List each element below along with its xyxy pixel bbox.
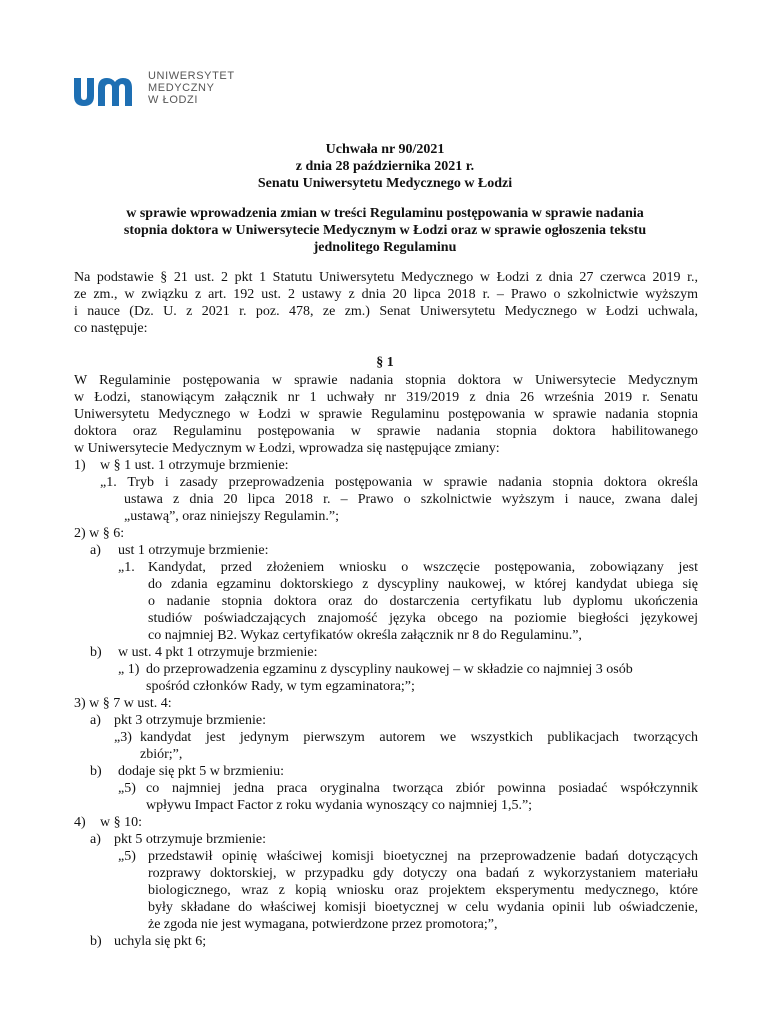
- text-span: uchyla się pkt 6;: [114, 934, 207, 949]
- subject-line: stopnia doktora w Uniwersytecie Medycznym w Łodzi oraz w sprawie ogłoszenia tekstu: [123, 223, 647, 238]
- text-span: 3) w § 7 w ust. 4:: [74, 696, 172, 711]
- quote-line: [74, 576, 698, 593]
- preamble-line: i nauce (Dz. U. z 2021 r. poz. 478, ze zm.) Senat Uniwersytetu Medycznego w Łodzi uchwala,: [74, 304, 698, 319]
- text-span: spośród członków Rady, w tym egzaminatora;”;: [146, 679, 415, 694]
- text-span: były składane do właściwej komisji bioetycznej w celu wydania opinii lub oświadczenie,: [148, 900, 698, 915]
- text-span: ust 1 otrzymuje brzmienie:: [118, 543, 269, 558]
- quote-line: [74, 797, 698, 814]
- text-span: biologicznego, wraz z kopią wniosku oraz projektem eksperymentu medycznego, które: [148, 883, 698, 898]
- text-span: przedstawił opinię właściwej komisji bioetycznej na przeprowadzenie badań dotyczących: [148, 849, 698, 864]
- section-mark: § 1: [376, 355, 394, 370]
- text-span: ustawa z dnia 20 lipca 2018 r. – Prawo o szkolnictwie wyższym i nauce, zwana dalej: [124, 492, 698, 507]
- text-span: b): [90, 645, 102, 660]
- quote-line: [74, 593, 698, 610]
- text-span: do zdania egzaminu doktorskiego z dyscypliny naukowej, w której kandydat ubiega się: [148, 577, 698, 592]
- sub-item: [74, 933, 698, 950]
- sub-item: [74, 831, 698, 848]
- text-span: 2) w § 6:: [74, 526, 125, 541]
- text-span: dodaje się pkt 5 w brzmieniu:: [118, 764, 285, 779]
- text-span: b): [90, 764, 102, 779]
- text-span: „ 1): [118, 662, 140, 677]
- resolution-heading: [0, 141, 770, 192]
- list-item: [74, 814, 698, 831]
- subject-line: jednolitego Regulaminu: [313, 240, 457, 255]
- text-span: Kandydat, przed złożeniem wniosku o wszczęcie postępowania, zobowiązany jest: [148, 560, 698, 575]
- text-span: „5): [118, 849, 136, 864]
- text-span: pkt 3 otrzymuje brzmienie:: [114, 713, 267, 728]
- text-span: studiów poświadczających znajomość języka obcego na poziomie biegłości językowej: [148, 611, 698, 626]
- sub-item: [74, 644, 698, 661]
- text-span: b): [90, 934, 102, 949]
- quote-line: [74, 899, 698, 916]
- quote-line: [74, 882, 698, 899]
- text-span: „5): [118, 781, 136, 796]
- intro-line: W Regulaminie postępowania w sprawie nadania stopnia doktora w Uniwersytecie Medycznym: [74, 373, 698, 388]
- list-item: [74, 695, 698, 712]
- text-span: 4): [74, 815, 86, 830]
- text-span: kandydat jest jedynym pierwszym autorem we wszystkich publikacjach tworzących: [140, 730, 698, 745]
- preamble: [74, 269, 698, 337]
- text-span: w Uniwersytecie Medycznym w Łodzi, wprowadza się następujące zmiany:: [74, 441, 500, 456]
- list-item: [74, 525, 698, 542]
- text-span: że zgoda nie jest wymagana, potwierdzone przez promotora;”,: [148, 917, 498, 932]
- quote-line: [74, 610, 698, 627]
- intro-line: doktora oraz Regulaminu postępowania w sprawie nadania stopnia doktora habilitowanego: [74, 424, 698, 439]
- quote-line: [74, 661, 698, 678]
- sub-item: [74, 542, 698, 559]
- logo-line-1: UNIWERSYTET: [148, 70, 235, 82]
- logo-line-2: MEDYCZNY: [148, 82, 215, 94]
- intro-line: w Łodzi, stanowiącym załącznik nr 1 uchwały nr 319/2019 z dnia 26 września 2019 r. Senatu: [74, 390, 698, 405]
- preamble-line: Na podstawie § 21 ust. 2 pkt 1 Statutu Uniwersytetu Medycznego w Łodzi z dnia 27 czerwca 2019 r.,: [74, 270, 698, 285]
- quote-line: [74, 729, 698, 746]
- quote-line: [74, 865, 698, 882]
- preamble-line: ze zm., w związku z art. 192 ust. 2 ustawy z dnia 20 lipca 2018 r. – Prawo o szkolnictwie wyższym: [74, 287, 698, 302]
- logo-line-3: W ŁODZI: [148, 94, 199, 106]
- resolution-subject: [70, 205, 700, 256]
- sub-item: [74, 763, 698, 780]
- text-span: w ust. 4 pkt 1 otrzymuje brzmienie:: [118, 645, 318, 660]
- quote-line: [74, 780, 698, 797]
- text-span: „1. Tryb i zasady przeprowadzenia postępowania w sprawie nadania stopnia doktora określa: [100, 475, 698, 490]
- resolution-number: Uchwała nr 90/2021: [325, 142, 445, 157]
- item-number: 1): [74, 458, 86, 473]
- text-span: wpływu Impact Factor z roku wydania wynoszący co najmniej 1,5.”;: [146, 798, 533, 813]
- quote-line: [74, 559, 698, 576]
- text-span: „ustawą”, oraz niniejszy Regulamin.”;: [124, 509, 339, 524]
- text-span: do przeprowadzenia egzaminu z dyscypliny naukowej – w składzie co najmniej 3 osób: [146, 662, 633, 677]
- subject-line: w sprawie wprowadzenia zmian w treści Regulaminu postępowania w sprawie nadania: [126, 206, 644, 221]
- list-item: [74, 457, 698, 474]
- text-span: co najmniej B2. Wykaz certyfikatów określa załącznik nr 8 do Regulaminu.”,: [148, 628, 582, 643]
- logo-wordmark: [148, 70, 235, 106]
- quote-line: [74, 474, 698, 491]
- resolution-issuer: Senatu Uniwersytetu Medycznego w Łodzi: [257, 176, 513, 191]
- text-span: a): [90, 832, 101, 847]
- university-logo: [72, 70, 136, 110]
- intro-line: Uniwersytetu Medycznego w Łodzi w sprawie Regulaminu postępowania w sprawie nadania stopnia: [74, 407, 698, 422]
- resolution-date: z dnia 28 października 2021 r.: [295, 159, 475, 174]
- item-text: w § 1 ust. 1 otrzymuje brzmienie:: [100, 458, 289, 473]
- quote-line: [74, 627, 698, 644]
- text-span: o nadanie stopnia doktora oraz do dostarczenia certyfikatu lub dyplomu ukończenia: [148, 594, 698, 609]
- text-span: a): [90, 543, 101, 558]
- intro-line: [74, 440, 698, 457]
- text-span: w § 10:: [100, 815, 142, 830]
- preamble-line: co następuje:: [74, 321, 148, 336]
- quote-line: [74, 678, 698, 695]
- text-span: zbiór;”,: [140, 747, 183, 762]
- quote-line: [74, 508, 698, 525]
- text-span: rozprawy doktorskiej, w przypadku gdy dotyczy ona badań z wykorzystaniem materiału: [148, 866, 698, 881]
- quote-line: [74, 848, 698, 865]
- text-span: pkt 5 otrzymuje brzmienie:: [114, 832, 267, 847]
- text-span: a): [90, 713, 101, 728]
- sub-item: [74, 712, 698, 729]
- quote-line: [74, 746, 698, 763]
- text-span: co najmniej jedna praca oryginalna tworząca zbiór powinna posiadać współczynnik: [146, 781, 698, 796]
- section-body: [74, 372, 698, 950]
- quote-line: [74, 491, 698, 508]
- quote-line: [74, 916, 698, 933]
- text-span: „3): [114, 730, 132, 745]
- text-span: „1.: [118, 560, 135, 575]
